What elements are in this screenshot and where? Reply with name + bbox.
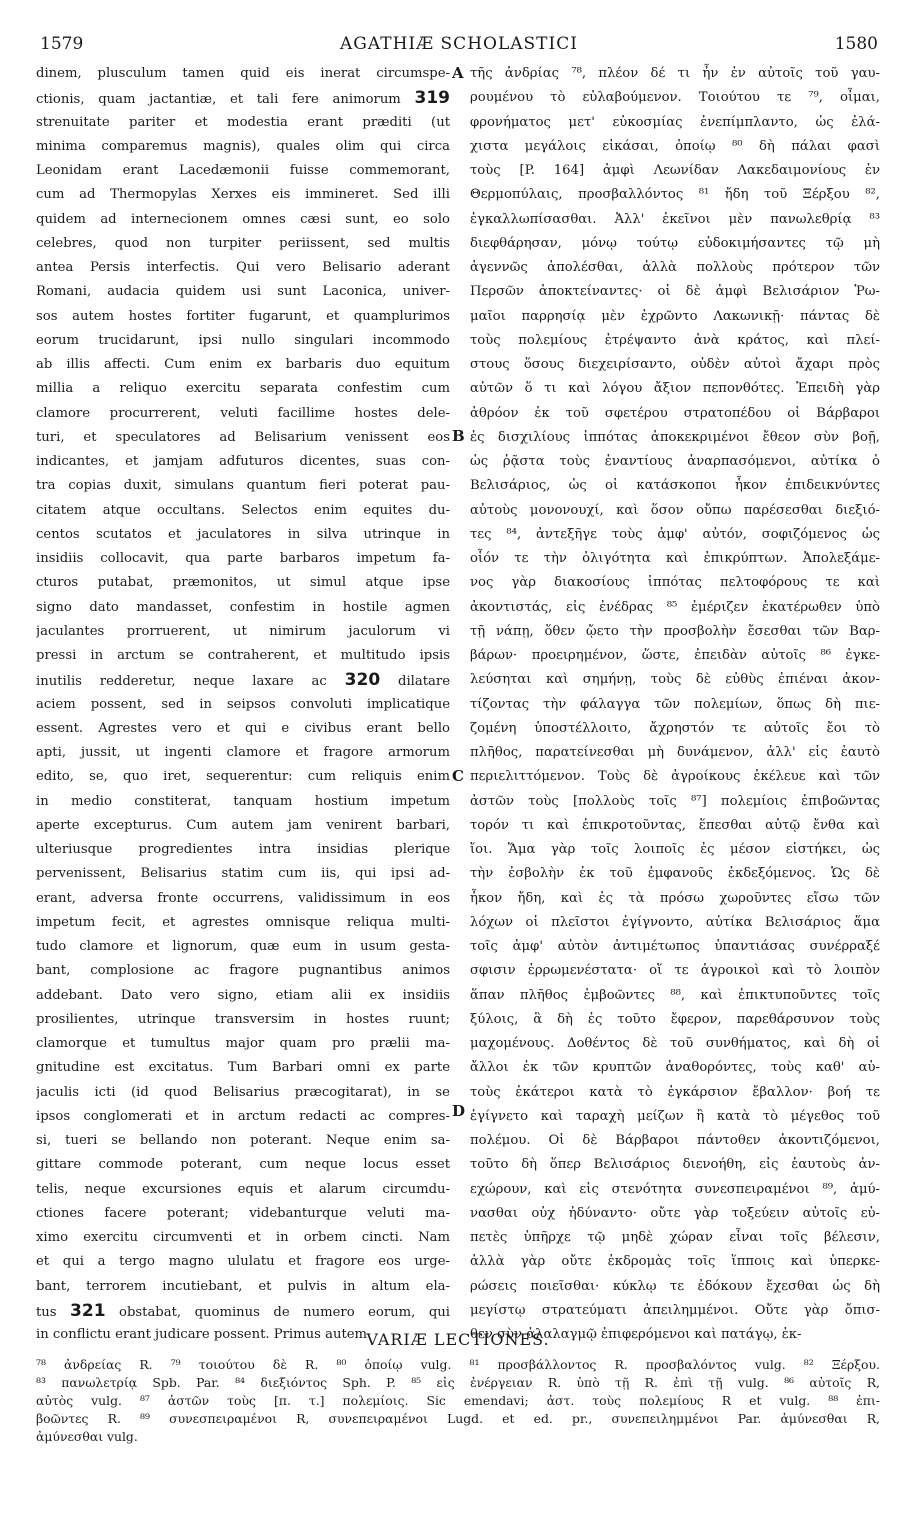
text-line: tus 321 obstabat, quominus de numero eorum, qui <box>36 1300 450 1321</box>
text-line: ximo exercitu circumventi et in orbem cincti. Nam <box>36 1230 450 1245</box>
text-line: ἅπαν πλῆθος ἐμβοῶντες ⁸⁸, καὶ ἐπικτυποῦντες τοῖς <box>470 987 880 1003</box>
section-marker-b: B <box>452 427 465 445</box>
text-line: insidiis collocavit, qua parte barbaros impetum fa- <box>36 551 450 566</box>
text-line: in conflictu erant judicare possent. Primus autem <box>36 1327 368 1342</box>
text-line: θεν σὺν ἀλαλαγμῷ ἐπιφερόμενοι καὶ πατάγῳ, ἐκ- <box>470 1327 802 1342</box>
text-line: si, tueri se bellando non poterant. Neque enim sa- <box>36 1133 450 1148</box>
text-line: πολέμου. Οἱ δὲ Βάρβαροι πάντοθεν ἀκοντιζόμενοι, <box>470 1133 880 1148</box>
text-line: ἀλλὰ γὰρ οὔτε ἐκδρομὰς τοῖς ἵπποις καὶ ὑπερκε- <box>470 1254 880 1270</box>
text-line: essent. Agrestes vero et qui e civibus erant bello <box>36 720 450 736</box>
section-marker-d: D <box>452 1102 466 1120</box>
page-header <box>40 34 878 56</box>
text-line: clamorque et tumultus major quam pro prælii ma- <box>36 1036 450 1051</box>
text-line: sos autem hostes fortiter fugarunt, et quamplurimos <box>36 308 450 324</box>
text-line: jaculis icti (id quod Belisarius præcogitarat), in se <box>36 1084 450 1100</box>
text-line: centos scutatos et jaculatores in silva utrinque in <box>36 526 450 542</box>
text-line: millia a reliquo exercitu separata confestim cum <box>36 381 450 397</box>
text-line: ρουμένου τὸ εὐλαβούμενον. Τοιούτου τε ⁷⁹, οἶμαι, <box>470 90 880 106</box>
text-line: prosilientes, utrinque transversim in hostes ruunt; <box>36 1011 450 1027</box>
text-line: addebant. Dato vero signo, etiam alii ex insidiis <box>36 987 450 1003</box>
variant-reading-line: ἀμύνεσθαι vulg. <box>36 1429 138 1444</box>
text-line: σφισιν ἐρρωμενέστατα· οἵ τε ἀγροικοὶ καὶ τὸ λοιπὸν <box>470 963 880 979</box>
text-line: ἧκον ἤδη, καὶ ἐς τὰ πρόσω χωροῦντες εἴσω τῶν <box>470 890 880 906</box>
text-line: bant, terrorem incutiebant, et pulvis in altum ela- <box>36 1278 450 1294</box>
text-line: apti, jussit, ut ingenti clamore et fragore armorum <box>36 745 450 760</box>
text-line: τοῦτο δὴ ὅπερ Βελισάριος διενοήθη, εἰς ἑαυτοὺς ἀν- <box>470 1157 880 1173</box>
text-line: ξύλοις, ἃ δὴ ἐς τοῦτο ἔφερον, παρεθάρσυνον τοὺς <box>470 1011 880 1027</box>
text-line: jaculantes prorruerent, ut nimirum jaculorum vi <box>36 623 450 639</box>
section-marker-a: A <box>452 64 464 82</box>
text-line: τοὺς ἑκάτεροι κατὰ τὸ ἐγκάρσιον ἔβαλλον· βοή τε <box>470 1084 880 1100</box>
text-line: ἄλλοι ἐκ τῶν κρυπτῶν ἀναθορόντες, τοὺς καθ' αὑ- <box>470 1060 880 1076</box>
text-line: ipsos conglomerati et in arctum redacti ac compres- <box>36 1108 450 1124</box>
text-line: Θερμοπύλαις, προσβαλλόντος ⁸¹ ἤδη τοῦ Ξέρξου ⁸², <box>470 187 880 203</box>
text-line: Leonidam erant Lacedæmonii fuisse commemorant, <box>36 163 450 178</box>
text-line: gnitudine est excitatus. Tum Barbari omni ex parte <box>36 1060 450 1076</box>
text-line: ulteriusque progredientes intra insidias plerique <box>36 842 450 857</box>
text-line: αὐτοὺς μονονουχί, καὶ ὅσον οὔπω παρέσεσθαι διεξιό- <box>470 502 880 518</box>
text-line: telis, neque excursiones equis et alarum circumdu- <box>36 1181 450 1197</box>
text-line: tudo clamore et lignorum, quæ eum in usum gesta- <box>36 939 450 954</box>
text-line: ἐγκαλλωπίσασθαι. Ἀλλ' ἐκεῖνοι μὲν πανωλεθρίᾳ ⁸³ <box>470 211 880 227</box>
text-line: inutilis redderetur, neque laxare ac 320 dilatare <box>36 670 450 691</box>
text-line: Βελισάριος, ὡς οἱ κατάσκοποι ἧκον ἐπιδεικνύντες <box>470 478 880 494</box>
line-number: 321 <box>70 1300 106 1321</box>
greek-column <box>470 62 880 1347</box>
text-line: τῇ νάπῃ, ὅθεν ᾤετο τὴν προσβολὴν ἔσεσθαι τῶν Βαρ- <box>470 623 880 639</box>
text-line: dinem, plusculum tamen quid eis inerat circumspe- <box>36 66 450 81</box>
text-line: in medio constiterat, tanquam hostium impetum <box>36 793 450 809</box>
text-line: πλῆθος, παρατείνεσθαι μὴ δυνάμενον, ἀλλ' εἰς ἑαυτὸ <box>470 745 880 760</box>
text-line: ζομένη ὑποστέλλοιτο, ἄχρηστόν τε αὐτοῖς ἔοι τὸ <box>470 720 880 736</box>
text-line: celebres, quod non turpiter periissent, sed multis <box>36 235 450 251</box>
text-line: pressi in arctum se contraherent, et multitudo ipsis <box>36 648 450 663</box>
text-line: αὐτῶν ὅ τι καὶ λόγου ἄξιον πεπονθότες. Ἐπειδὴ γὰρ <box>470 381 880 397</box>
text-line: ἀκοντιστάς, εἰς ἐνέδρας ⁸⁵ ἐμέριζεν ἑκατέρωθεν ὑπὸ <box>470 599 880 615</box>
text-line: τοὺς [P. 164] ἀμφὶ Λεωνίδαν Λακεδαιμονίους ἐν <box>470 163 880 178</box>
line-number: 319 <box>414 88 450 109</box>
text-line: μαχομένους. Δοθέντος δὲ τοῦ συνθήματος, καὶ δὴ οἱ <box>470 1036 880 1051</box>
text-line: edito, se, quo iret, sequerentur: cum reliquis enim <box>36 769 450 785</box>
text-line: ctionis, quam jactantiæ, et tali fere animorum 319 <box>36 88 450 109</box>
text-line: νασθαι οὐχ ἠδύναντο· οὔτε γὰρ τοξεύειν αὐτοῖς εὐ- <box>470 1205 880 1221</box>
text-line: aciem possent, sed in seipsos convoluti implicatique <box>36 696 450 712</box>
text-line: pervenissent, Belisarius statim cum iis, qui ipsi ad- <box>36 866 450 882</box>
text-line: Romani, audacia quidem usi sunt Laconica, univer- <box>36 284 450 300</box>
text-line: ab illis affecti. Cum enim ex barbaris duo equitum <box>36 357 450 372</box>
text-line: ἀγεννῶς ἀπολέσθαι, ἀλλὰ πολλοὺς πρότερον τῶν <box>470 260 880 275</box>
text-line: Περσῶν ἀποκτείναντες· οἱ δὲ ἀμφὶ Βελισάριον Ῥω- <box>470 284 880 300</box>
text-line: τοὺς πολεμίους ἐτρέψαντο ἀνὰ κράτος, καὶ πλεί- <box>470 332 880 348</box>
text-line: erant, adversa fronte occurrens, validissimum in eos <box>36 890 450 906</box>
text-line: τοῖς ἀμφ' αὐτὸν ἀντιμέτωπος ὑπαντιάσας συνέρραξέ <box>470 939 880 954</box>
variae-lectiones-title: VARIÆ LECTIONES. <box>366 1330 550 1349</box>
text-line: τορόν τι καὶ ἐπικροτοῦντας, ἕπεσθαι αὐτῷ ἔνθα καὶ <box>470 817 880 833</box>
text-line: cum ad Thermopylas Xerxes eis immineret. Sed illi <box>36 187 450 203</box>
text-line: περιελιττόμενον. Τοὺς δὲ ἀγροίκους ἐκέλευε καὶ τῶν <box>470 769 880 785</box>
text-line: quidem ad internecionem omnes cæsi sunt, eo solo <box>36 211 450 227</box>
text-line: τὴν ἐσβολὴν ἐκ τοῦ ἐμφανοῦς ἐκδεξόμενος. Ὡς δὲ <box>470 866 880 882</box>
text-line: μεγίστῳ στρατεύματι ἀπειλημμένοι. Οὔτε γὰρ ὄπισ- <box>470 1302 880 1318</box>
text-line: turi, et speculatores ad Belisarium venissent eos <box>36 429 450 445</box>
text-line: citatem atque occultans. Selectos enim equites du- <box>36 502 450 518</box>
text-line: ἴοι. Ἅμα γὰρ τοῖς λοιποῖς ἐς μέσον εἱστήκει, ὡς <box>470 842 880 857</box>
variant-reading-line: ⁸³ πανωλετρίᾳ Spb. Par. ⁸⁴ διεξιόντος Sph. P. ⁸⁵ εἰς ἐνέργειαν R. ὑπὸ τῇ R. ἐπὶ τῇ vulg. ⁸⁶ αὐτοῖς R, <box>36 1375 880 1390</box>
page-number-left: 1579 <box>40 34 84 54</box>
text-line: ὡς ῥᾷστα τοὺς ἐναντίους ἀναρπασόμενοι, αὐτίκα ὁ <box>470 454 880 469</box>
text-line: ἐγίγνετο καὶ ταραχὴ μείζων ἢ κατὰ τὸ μέγεθος τοῦ <box>470 1108 880 1124</box>
text-line: aperte excepturus. Cum autem jam venirent barbari, <box>36 817 450 833</box>
text-line: τίζοντας τὴν φάλαγγα τῶν πολεμίων, ὅπως δὴ πιε- <box>470 696 880 712</box>
page-number-right: 1580 <box>834 34 878 54</box>
text-line: πετὲς ὑπῆρχε τῷ μηδὲ χώραν εἶναι τοῖς βέλεσιν, <box>470 1230 880 1245</box>
text-line: indicantes, et jamjam adfuturos dicentes, suas con- <box>36 454 450 469</box>
text-line: tra copias duxit, simulans quantum fieri poterat pau- <box>36 478 450 494</box>
text-line: τες ⁸⁴, ἀντεξῆγε τοὺς ἀμφ' αὐτόν, σοφιζόμενος ὡς <box>470 526 880 542</box>
text-line: gittare commode poterant, cum neque locus esset <box>36 1157 450 1173</box>
variant-reading-line: αὐτὸς vulg. ⁸⁷ ἀστῶν τοὺς [π. τ.] πολεμίοις. Sic emendavi; ἀστ. τοὺς πολεμίους R et vulg. ⁸⁸ ἐπι- <box>36 1393 880 1408</box>
text-line: μαῖοι παρρησίᾳ μὲν ἐχρῶντο Λακωνικῇ· πάντας δὲ <box>470 308 880 324</box>
text-line: φρονήματος μετ' εὐκοσμίας ἐνεπίμπλαντο, ὡς ἐλά- <box>470 114 880 130</box>
text-line: νος γὰρ διακοσίους ἱππότας πελτοφόρους τε καὶ <box>470 575 880 591</box>
text-line: impetum fecit, et agrestes omnisque reliqua multi- <box>36 914 450 930</box>
text-line: eorum trucidarunt, ipsi nullo singulari incommodo <box>36 332 450 348</box>
variant-reading-line: βοῶντες R. ⁸⁹ συνεσπειραμένοι R, συνεπειραμένοι Lugd. et ed. pr., συνεπειλημμένοι Par. ἀμύνεσθαι R, <box>36 1411 880 1426</box>
text-line: ἀθρόον ἐκ τοῦ σφετέρου στρατοπέδου οἱ Βάρβαροι <box>470 405 880 421</box>
text-line: ἐς δισχιλίους ἱππότας ἀποκεκριμένοι ἔθεον σὺν βοῇ, <box>470 429 880 445</box>
section-marker-c: C <box>452 767 464 785</box>
text-line: χιστα μεγάλοις εἰκάσαι, ὁποίῳ ⁸⁰ δὴ πάλαι φασὶ <box>470 138 880 154</box>
text-line: στους ὅσους διεχειρίσαντο, οὐδὲν αὐτοὶ ἄχαρι πρὸς <box>470 357 880 372</box>
text-line: ctiones facere poterant; videbanturque veluti ma- <box>36 1205 450 1221</box>
line-number: 320 <box>344 670 381 691</box>
latin-column <box>36 62 450 1347</box>
text-line: ἀστῶν τοὺς [πολλοὺς τοῖς ⁸⁷] πολεμίοις ἐπιβοῶντας <box>470 793 880 809</box>
variant-reading-line: ⁷⁸ ἀνδρείας R. ⁷⁹ τοιούτου δὲ R. ⁸⁰ ὁποίῳ vulg. ⁸¹ προσβάλλοντος R. προσβαλόντος vulg. ⁸² Ξέρξου. <box>36 1357 880 1372</box>
text-line: λεύσηται καὶ σημήνῃ, τοὺς δὲ εὐθὺς ἐπιέναι ἀκον- <box>470 672 880 688</box>
text-line: signo dato mandasset, confestim in hostile agmen <box>36 599 450 615</box>
text-line: λόχων οἱ πλεῖστοι ἐγίγνοντο, αὐτίκα Βελισάριος ἅμα <box>470 914 880 930</box>
text-line: ρώσεις ποιεῖσθαι· κύκλῳ τε ἐδόκουν ἔχεσθαι ὡς δὴ <box>470 1278 880 1294</box>
variae-lectiones-body <box>36 1356 880 1446</box>
text-line: cturos putabat, præmonitos, ut simul atque ipse <box>36 575 450 591</box>
text-line: οἷόν τε τὴν ὀλιγότητα καὶ ἐπικρύπτων. Ἀπολεξάμε- <box>470 551 880 566</box>
text-line: βάρων· προειρημένον, ὥστε, ἐπειδὰν αὐτοῖς ⁸⁶ ἐγκε- <box>470 648 880 663</box>
text-line: strenuitate pariter et modestia erant præditi (ut <box>36 114 450 130</box>
running-title: AGATHIÆ SCHOLASTICI <box>340 34 578 54</box>
text-line: εχώρουν, καὶ εἰς στενότητα συνεσπειραμένοι ⁸⁹, ἀμύ- <box>470 1181 880 1197</box>
text-line: clamore procurrerent, veluti facillime hostes dele- <box>36 405 450 421</box>
text-line: bant, complosione ac fragore pugnantibus animos <box>36 963 450 979</box>
text-line: minima comparemus magnis), quales olim qui circa <box>36 138 450 154</box>
text-line: et qui a tergo magno ululatu et fragore eos urge- <box>36 1254 450 1270</box>
text-line: τῆς ἀνδρίας ⁷⁸, πλέον δέ τι ἦν ἐν αὐτοῖς τοῦ γαυ- <box>470 66 880 81</box>
text-line: antea Persis interfectis. Qui vero Belisario aderant <box>36 260 450 275</box>
text-line: διεφθάρησαν, μόνῳ τούτῳ εὐδοκιμήσαντες τῷ μὴ <box>470 235 880 251</box>
